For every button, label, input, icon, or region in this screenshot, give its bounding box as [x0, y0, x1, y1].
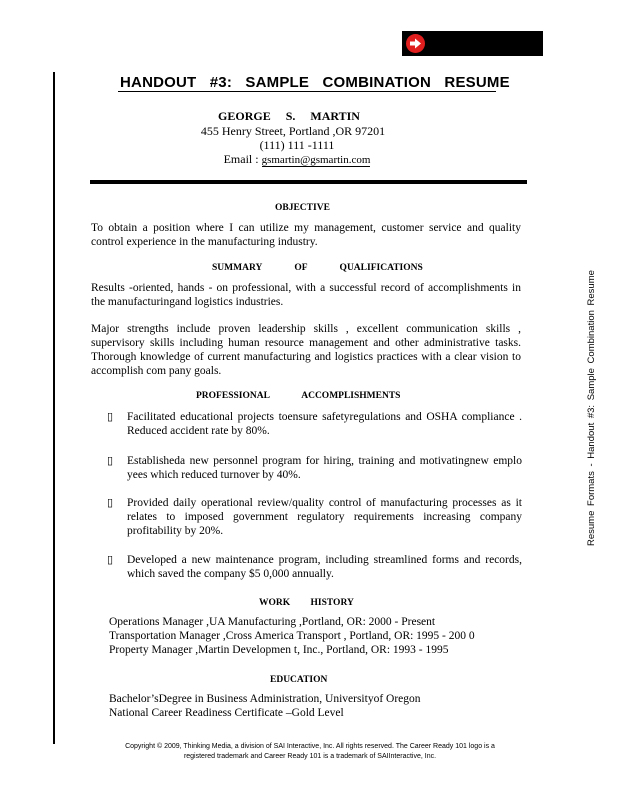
divider	[90, 180, 527, 184]
title-underline	[118, 91, 496, 92]
objective-text: To obtain a position where I can utilize my management, customer service and quality control experience in the manufacturing industry.	[91, 222, 521, 248]
email-label: Email :	[223, 152, 259, 166]
work-history-list	[109, 615, 475, 657]
list-item: Provided daily operational review/quality control of manufacturing processes as it relates to imposed government regulatory requirements increasing company profitability by 20%.	[127, 497, 522, 537]
list-item: Developed a new maintenance program, including streamlined forms and records, which saved the company $5 0,000 annually.	[127, 554, 522, 580]
list-item: Establisheda new personnel program for hiring, training and motivatingnew emplo yees which reduced turnover by 40%.	[127, 455, 522, 481]
footer-line-2: registered trademark and Career Ready 101 is a trademark of SAIInteractive, Inc.	[183, 753, 437, 760]
side-label: Resume Formats - Handout #3: Sample Combination Resume	[586, 270, 597, 546]
summary-paragraph-2: Major strengths include proven leadership skills , excellent communication skills , supervisory skills including human resource management and other administrative tasks. Thorough knowledge of current manufacturing and logistics practices with a clear vision to accomplish com pany goals.	[91, 323, 521, 377]
contact-phone: (111) 111 -1111	[259, 138, 335, 152]
bullet-icon: ▯	[107, 554, 114, 566]
accomplishments-heading: PROFESSIONAL ACCOMPLISHMENTS	[196, 391, 401, 401]
contact-address: 455 Henry Street, Portland ,OR 97201	[200, 124, 386, 138]
summary-heading: SUMMARY OF QUALIFICATIONS	[212, 263, 423, 273]
list-item: Facilitated educational projects toensure safetyregulations and OSHA compliance . Reduced accident rate by 80%.	[127, 411, 522, 437]
work-heading: WORK HISTORY	[259, 598, 354, 608]
summary-paragraph-1: Results -oriented, hands - on professional, with a successful record of accomplishments in the manufacturingand logistics industries.	[91, 282, 521, 308]
education-item: Bachelor’sDegree in Business Administration, Universityof Oregon	[109, 693, 421, 705]
footer-line-1: Copyright © 2009, Thinking Media, a division of SAI Interactive, Inc. All rights reserved. The Career Ready 101 logo is a	[125, 743, 495, 750]
contact-name: GEORGE S. MARTIN	[218, 109, 360, 123]
objective-heading: OBJECTIVE	[275, 203, 330, 213]
page-title: HANDOUT #3: SAMPLE COMBINATION RESUME	[120, 74, 510, 91]
work-history-item: Operations Manager ,UA Manufacturing ,Portland, OR: 2000 - Present	[109, 616, 436, 628]
left-margin-rule	[53, 72, 55, 744]
email-link[interactable]: gsmartin@gsmartin.com	[261, 154, 371, 166]
bullet-icon: ▯	[107, 411, 114, 423]
education-item: National Career Readiness Certificate –Gold Level	[109, 707, 344, 719]
arrow-right-icon[interactable]	[406, 34, 425, 53]
bullet-icon: ▯	[107, 455, 114, 467]
work-history-item: Property Manager ,Martin Developmen t, Inc., Portland, OR: 1993 - 1995	[109, 644, 449, 656]
education-list	[109, 692, 421, 720]
bullet-icon: ▯	[107, 497, 114, 509]
header-bar	[402, 31, 543, 56]
contact-email-row	[0, 152, 606, 167]
education-heading: EDUCATION	[270, 675, 328, 685]
work-history-item: Transportation Manager ,Cross America Transport , Portland, OR: 1995 - 200 0	[109, 630, 475, 642]
